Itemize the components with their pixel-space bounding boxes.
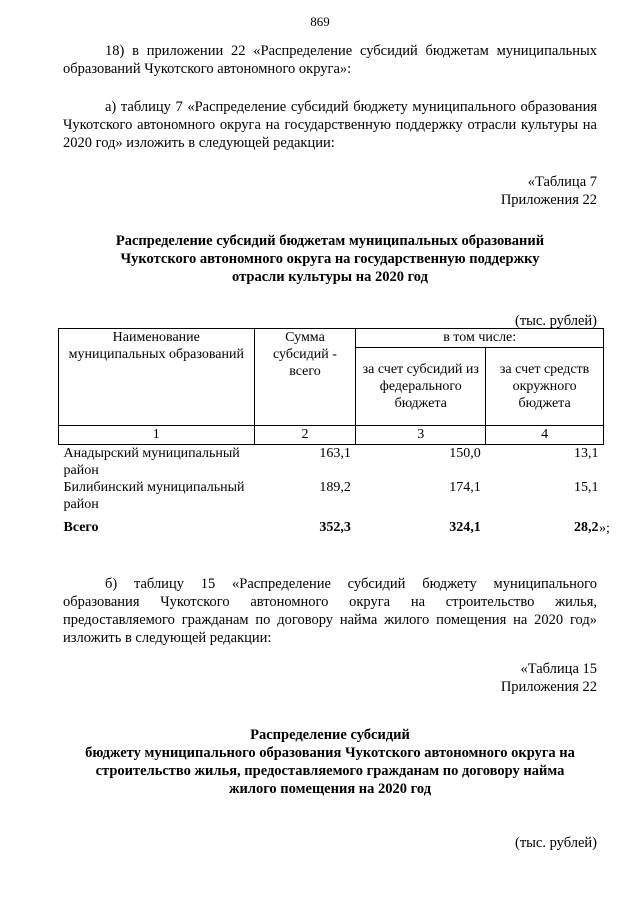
table15-ref-line2: Приложения 22 bbox=[500, 679, 597, 695]
header-federal: за счет субсидий из федерального бюджета bbox=[356, 348, 486, 426]
table15-units: (тыс. рублей) bbox=[515, 835, 597, 851]
page-number: 869 bbox=[310, 14, 330, 29]
table15-reference bbox=[501, 660, 597, 696]
row-total: 163,1 bbox=[319, 446, 351, 461]
table7 bbox=[58, 328, 604, 536]
col-number-4: 4 bbox=[486, 426, 604, 445]
table-row bbox=[59, 445, 604, 480]
table7-ref-line2: Приложения 22 bbox=[500, 192, 597, 208]
total-row bbox=[59, 513, 604, 536]
row-federal: 174,1 bbox=[449, 480, 481, 495]
row-district: 15,1 bbox=[574, 480, 599, 495]
header-name: Наименование муниципальных образований bbox=[59, 329, 255, 426]
table15-title bbox=[72, 726, 588, 798]
table7-title: Распределение субсидий бюджетам муниципальных образований Чукотского автономного округа на государственную поддержку отрасли культуры на 2020 год bbox=[115, 233, 545, 285]
table7-reference bbox=[501, 173, 597, 209]
header-district: за счет средств окружного бюджета bbox=[486, 348, 604, 426]
table15-title-line1: Распределение субсидий bbox=[250, 727, 410, 743]
row-district: 13,1 bbox=[574, 446, 599, 461]
table15-ref-line1: «Таблица 15 bbox=[520, 661, 597, 677]
table7-units: (тыс. рублей) bbox=[515, 313, 597, 329]
col-number-3: 3 bbox=[356, 426, 486, 445]
total-sum: 352,3 bbox=[319, 520, 351, 535]
row-name: Билибинский муниципальный район bbox=[63, 480, 245, 512]
row-name: Анадырский муниципальный район bbox=[63, 446, 240, 478]
table7-closing: »; bbox=[599, 521, 610, 536]
col-number-1: 1 bbox=[59, 426, 255, 445]
total-name: Всего bbox=[63, 520, 99, 535]
col-number-2: 2 bbox=[254, 426, 356, 445]
total-federal: 324,1 bbox=[449, 520, 481, 535]
row-federal: 150,0 bbox=[449, 446, 481, 461]
header-incl: в том числе: bbox=[356, 329, 604, 348]
table7-ref-line1: «Таблица 7 bbox=[527, 174, 597, 190]
table-row bbox=[59, 479, 604, 513]
total-district: 28,2 bbox=[574, 520, 599, 535]
item-b-paragraph: б) таблицу 15 «Распределение субсидий бюджету муниципального образования Чукотского автономного округа на строительство жилья, предоставляемого гражданам по договору найма жилого помещения на 2020 год» изложить в следующей редакции: bbox=[63, 576, 597, 646]
item-18-paragraph: 18) в приложении 22 «Распределение субсидий бюджетам муниципальных образований Чукотского автономного округа»: bbox=[63, 43, 597, 77]
item-a-paragraph: а) таблицу 7 «Распределение субсидий бюджету муниципального образования Чукотского автономного округа на государственную поддержку отрасли культуры на 2020 год» изложить в следующей редакции: bbox=[63, 99, 597, 151]
header-total: Сумма субсидий - всего bbox=[254, 329, 356, 426]
table15-title-line2: бюджету муниципального образования Чукотского автономного округа на строительство жилья, предоставляемого гражданам по договору найма жилого помещения на 2020 год bbox=[85, 745, 575, 797]
row-total: 189,2 bbox=[319, 480, 351, 495]
